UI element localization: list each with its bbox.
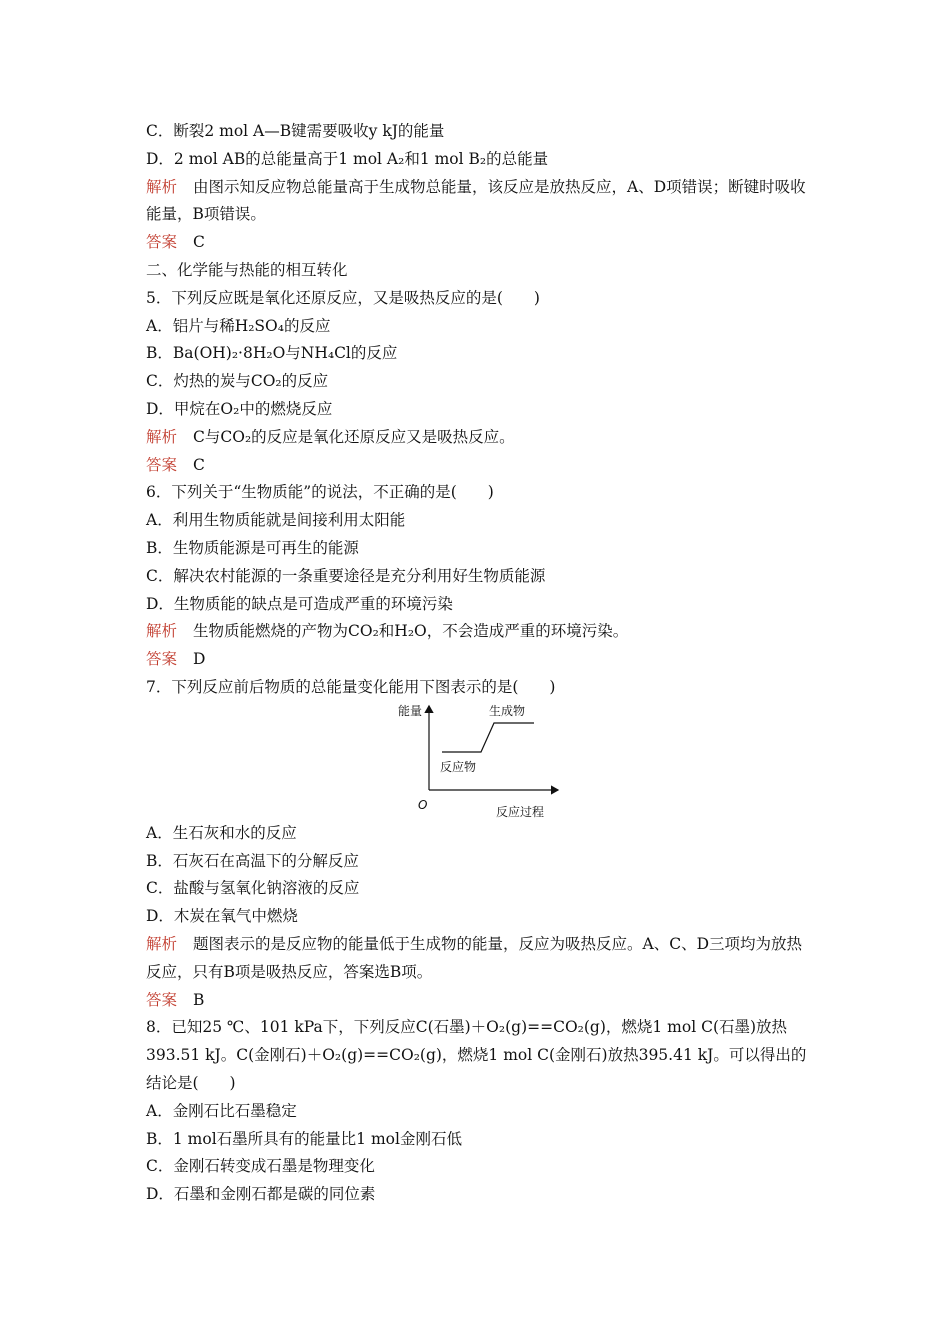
answer-tag: 答案 <box>146 233 178 252</box>
analysis-block <box>146 618 812 646</box>
answer-tag: 答案 <box>146 455 178 474</box>
text-line: D．木炭在氧气中燃烧 <box>146 907 298 926</box>
answer-text: C <box>193 455 205 474</box>
text-line: D．石墨和金刚石都是碳的同位素 <box>146 1185 376 1204</box>
text-line: B．生物质能源是可再生的能源 <box>146 538 359 557</box>
answer-block <box>146 452 812 480</box>
x-axis-label: 反应过程 <box>496 804 545 819</box>
answer-text: B <box>193 990 205 1009</box>
product-label: 生成物 <box>489 703 526 718</box>
analysis-text: 由图示知反应物总能量高于生成物总能量，该反应是放热反应，A、D项错误；断键时吸收能量，B项错误。 <box>146 177 806 224</box>
analysis-tag: 解析 <box>146 177 178 196</box>
origin-label: O <box>418 797 428 812</box>
answer-block <box>146 229 812 257</box>
text-line: C．断裂2 mol A—B键需要吸收y kJ的能量 <box>146 122 445 140</box>
text-line: A．铝片与稀H₂SO₄的反应 <box>146 316 331 335</box>
text-line: C．灼热的炭与CO₂的反应 <box>146 372 329 391</box>
text-line: 7．下列反应前后物质的总能量变化能用下图表示的是( ) <box>146 677 556 696</box>
text-line: 二、化学能与热能的相互转化 <box>146 260 348 279</box>
analysis-tag: 解析 <box>146 427 178 446</box>
question-content <box>146 118 812 1209</box>
analysis-tag: 解析 <box>146 622 178 641</box>
text-line: C．盐酸与氢氧化钠溶液的反应 <box>146 879 360 898</box>
answer-block <box>146 646 812 674</box>
text-line: D．2 mol AB的总能量高于1 mol A₂和1 mol B₂的总能量 <box>146 149 549 168</box>
text-line: C．金刚石转变成石墨是物理变化 <box>146 1157 375 1176</box>
analysis-text: 题图表示的是反应物的能量低于生成物的能量，反应为吸热反应。A、C、D三项均为放热反应，只有B项是吸热反应，答案选B项。 <box>146 934 802 981</box>
energy-diagram <box>146 702 812 820</box>
analysis-text: 生物质能燃烧的产物为CO₂和H₂O，不会造成严重的环境污染。 <box>193 622 629 641</box>
analysis-block <box>146 424 812 452</box>
answer-tag: 答案 <box>146 990 178 1009</box>
text-line: D．生物质能的缺点是可造成严重的环境污染 <box>146 594 453 613</box>
answer-block <box>146 987 812 1015</box>
answer-text: D <box>193 650 206 669</box>
text-line: C．解决农村能源的一条重要途径是充分利用好生物质能源 <box>146 566 546 585</box>
analysis-block <box>146 174 812 230</box>
text-line: D．甲烷在O₂中的燃烧反应 <box>146 399 333 418</box>
y-axis-label: 能量 <box>398 703 423 718</box>
text-line: B．Ba(OH)₂·8H₂O与NH₄Cl的反应 <box>146 344 398 363</box>
energy-curve <box>442 723 534 752</box>
question-paragraph: 8．已知25 ℃、101 kPa下，下列反应C(石墨)＋O₂(g)==CO₂(g)，燃烧1 mol C(石墨)放热393.51 kJ。C(金刚石)＋O₂(g)==CO₂(g)，燃烧1 mol C(金刚石)放热395.41 kJ。可以得出的结论是( ) <box>146 1018 807 1092</box>
analysis-tag: 解析 <box>146 934 178 953</box>
text-line: 6．下列关于“生物质能”的说法，不正确的是( ) <box>146 483 494 502</box>
analysis-block <box>146 931 812 987</box>
answer-tag: 答案 <box>146 650 178 669</box>
text-line: 5．下列反应既是氧化还原反应，又是吸热反应的是( ) <box>146 288 540 307</box>
reactant-label: 反应物 <box>440 759 477 774</box>
text-line: A．金刚石比石墨稳定 <box>146 1101 297 1120</box>
text-line: B．1 mol石墨所具有的能量比1 mol金刚石低 <box>146 1129 462 1148</box>
answer-text: C <box>193 233 205 252</box>
text-line: A．利用生物质能就是间接利用太阳能 <box>146 511 406 530</box>
energy-diagram-svg <box>390 702 570 820</box>
text-line: A．生石灰和水的反应 <box>146 823 297 842</box>
analysis-text: C与CO₂的反应是氧化还原反应又是吸热反应。 <box>193 427 515 446</box>
text-line: B．石灰石在高温下的分解反应 <box>146 851 359 870</box>
